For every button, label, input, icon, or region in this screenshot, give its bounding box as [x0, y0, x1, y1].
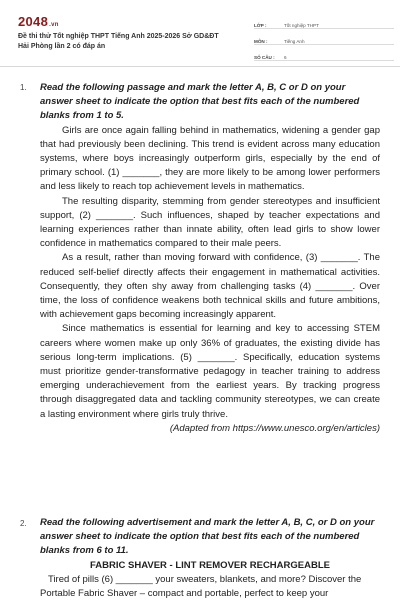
question-instruction: Read the following advertisement and mark the letter A, B, C, or D on your answer sheet to indicate the option that best fits each of the numbered blanks from 6 to 11.	[40, 517, 375, 557]
question-instruction: Read the following passage and mark the letter A, B, C or D on your answer sheet to indicate the option that best fits each of the numbered blanks from 1 to 5.	[40, 82, 360, 122]
passage-paragraph: Girls are once again falling behind in mathematics, widening a gender gap that had previously been declining. This trend is evident across many education systems, where boys increasingly outperform girls, especially by the end of primary school. (1) _______, they are more likely to be among lower performers and less likely to reach top achievement levels in mathematics.	[40, 124, 380, 193]
passage-source: (Adapted from https://www.unesco.org/en/articles)	[169, 422, 380, 434]
meta-row-class	[254, 13, 394, 29]
passage-paragraph: The resulting disparity, stemming from gender stereotypes and insufficient support, (2) _______. Such influences, shaped by teacher expectations and learning experiences rather than innate ability, often lead girls to show lower confidence in mathematics compared to their male peers.	[40, 195, 380, 250]
logo-suffix: .vn	[49, 22, 59, 28]
meta-info	[254, 13, 394, 61]
meta-key: LỚP :	[254, 23, 267, 28]
logo-text: 2048	[18, 14, 49, 29]
meta-key: SỐ CÂU :	[254, 55, 275, 60]
document-title: Đề thi thử Tốt nghiệp THPT Tiếng Anh 2025-2026 Sở GD&ĐT Hải Phòng lần 2 có đáp án	[18, 33, 219, 50]
advertisement-line: Tired of pills (6) _______ your sweaters, blankets, and more? Discover the	[48, 573, 362, 585]
meta-key: MÔN :	[254, 39, 268, 44]
question-1	[40, 81, 380, 436]
meta-row-subject	[254, 29, 394, 45]
meta-value: 6	[284, 55, 287, 60]
advertisement-line: Portable Fabric Shaver – compact and portable, perfect to keep your	[40, 588, 329, 600]
meta-value: Tốt nghiệp THPT	[284, 23, 319, 28]
page-header	[0, 0, 400, 62]
question-2	[40, 516, 380, 601]
passage-paragraph: As a result, rather than moving forward with confidence, (3) _______. The reduced self-belief directly affects their engagement in mathematical activities. Consequently, they often shy away from challenging tasks (4) _______. Over time, the loss of confidence weakens both technical skills and future ambitions, with achievement gaps becoming increasingly apparent.	[40, 252, 380, 321]
passage-paragraph: Since mathematics is essential for learning and key to accessing STEM careers where women make up only 36% of graduates, the existing divide has serious long-term implications. (5) _______. Specifically, education systems must prioritize gender-transformative pedagogy in teacher training to address emerging underachievement from the earliest years. By tracking progress through disaggregated data and tackling community stereotypes, we can create a lasting environment where girls truly thrive.	[40, 323, 380, 420]
question-number: 2.	[20, 519, 27, 528]
header-divider	[0, 66, 400, 67]
meta-row-count	[254, 45, 394, 61]
meta-value: Tiếng Anh	[284, 39, 305, 44]
site-logo[interactable]	[18, 14, 59, 29]
advertisement-title: FABRIC SHAVER - LINT REMOVER RECHARGEABLE	[90, 559, 330, 571]
question-number: 1.	[20, 83, 27, 92]
